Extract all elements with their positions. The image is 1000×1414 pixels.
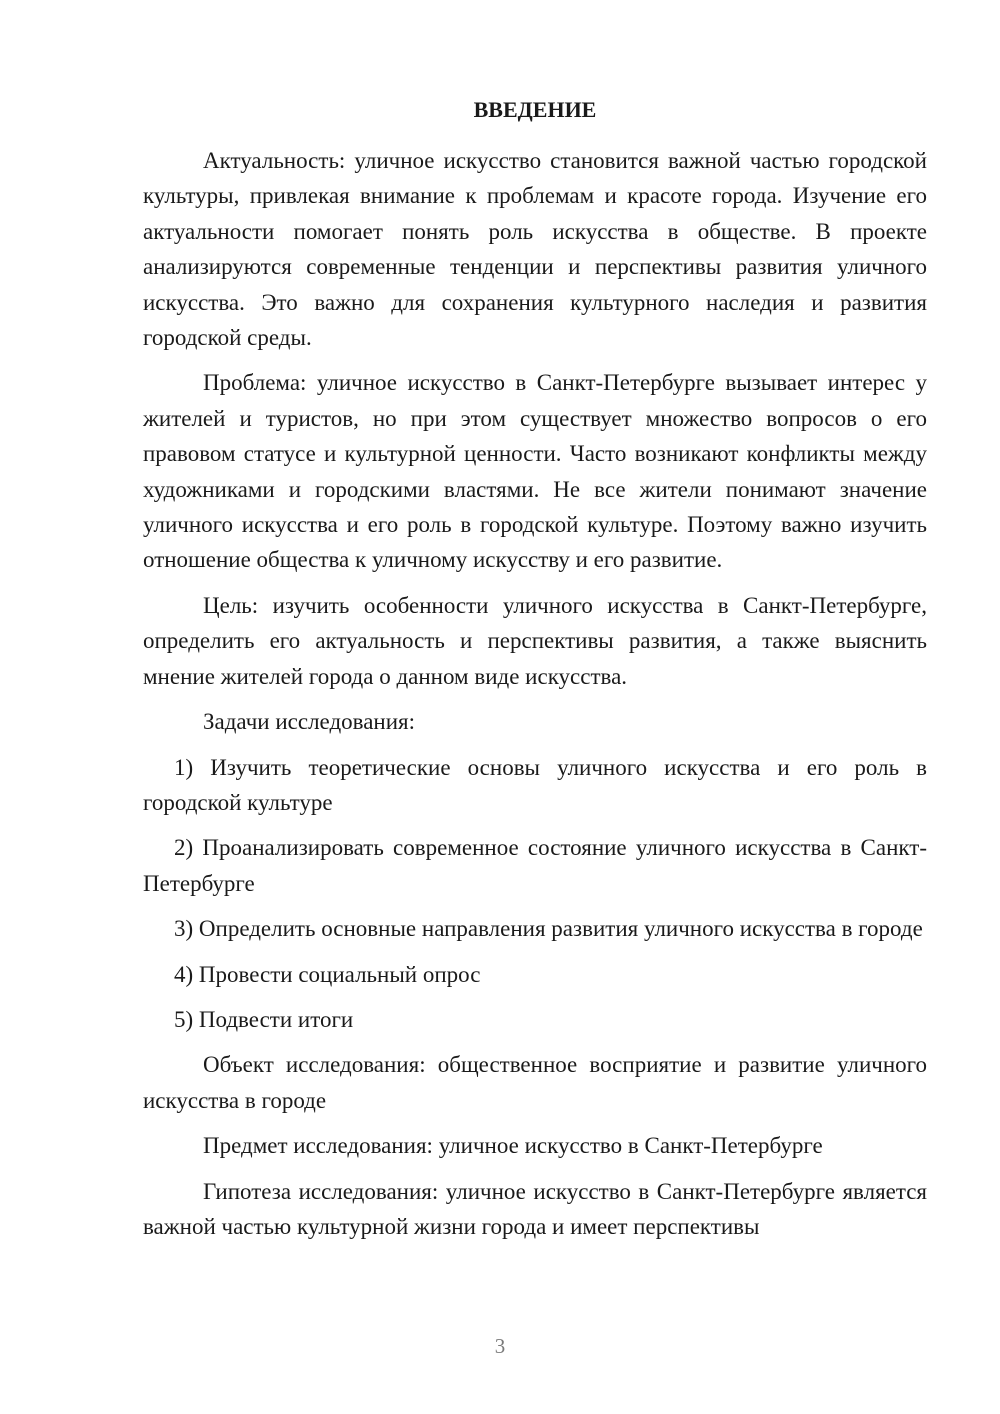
section-title: ВВЕДЕНИЕ bbox=[473, 97, 597, 122]
task-item-2: 2) Проанализировать современное состояние уличного искусства в Санкт-Петербурге bbox=[143, 835, 927, 896]
document-page bbox=[143, 92, 927, 1254]
task-item-3: 3) Определить основные направления развития уличного искусства в городе bbox=[174, 916, 923, 942]
task-item-1: 1) Изучить теоретические основы уличного искусства и его роль в городской культуре bbox=[143, 754, 927, 815]
problem-paragraph: Проблема: уличное искусство в Санкт-Петербурге вызывает интерес у жителей и туристов, но при этом существует множество вопросов о его правовом статусе и культурной ценности. Часто возникают конфликты между художниками и городскими властями. Не все жители понимают значение уличного искусства и его роль в городской культуре. Поэтому важно изучить отношение общества к уличному искусству и его развитие. bbox=[143, 370, 927, 573]
task-item-5: 5) Подвести итоги bbox=[174, 1006, 354, 1032]
hypothesis-paragraph: Гипотеза исследования: уличное искусство в Санкт-Петербурге является важной частью культурной жизни города и имеет перспективы bbox=[143, 1178, 927, 1239]
task-item-4: 4) Провести социальный опрос bbox=[174, 961, 481, 987]
goal-paragraph: Цель: изучить особенности уличного искусства в Санкт-Петербурге, определить его актуальность и перспективы развития, а также выяснить мнение жителей города о данном виде искусства. bbox=[143, 592, 927, 689]
subject-paragraph: Предмет исследования: уличное искусство в Санкт-Петербурге bbox=[203, 1133, 823, 1159]
relevance-paragraph: Актуальность: уличное искусство становится важной частью городской культуры, привлекая внимание к проблемам и красоте города. Изучение его актуальности помогает понять роль искусства в обществе. В проекте анализируются современные тенденции и перспективы развития уличного искусства. Это важно для сохранения культурного наследия и развития городской среды. bbox=[143, 148, 927, 351]
page-number: 3 bbox=[494, 1334, 506, 1358]
object-paragraph: Объект исследования: общественное восприятие и развитие уличного искусства в городе bbox=[143, 1052, 927, 1113]
tasks-heading: Задачи исследования: bbox=[203, 709, 416, 735]
